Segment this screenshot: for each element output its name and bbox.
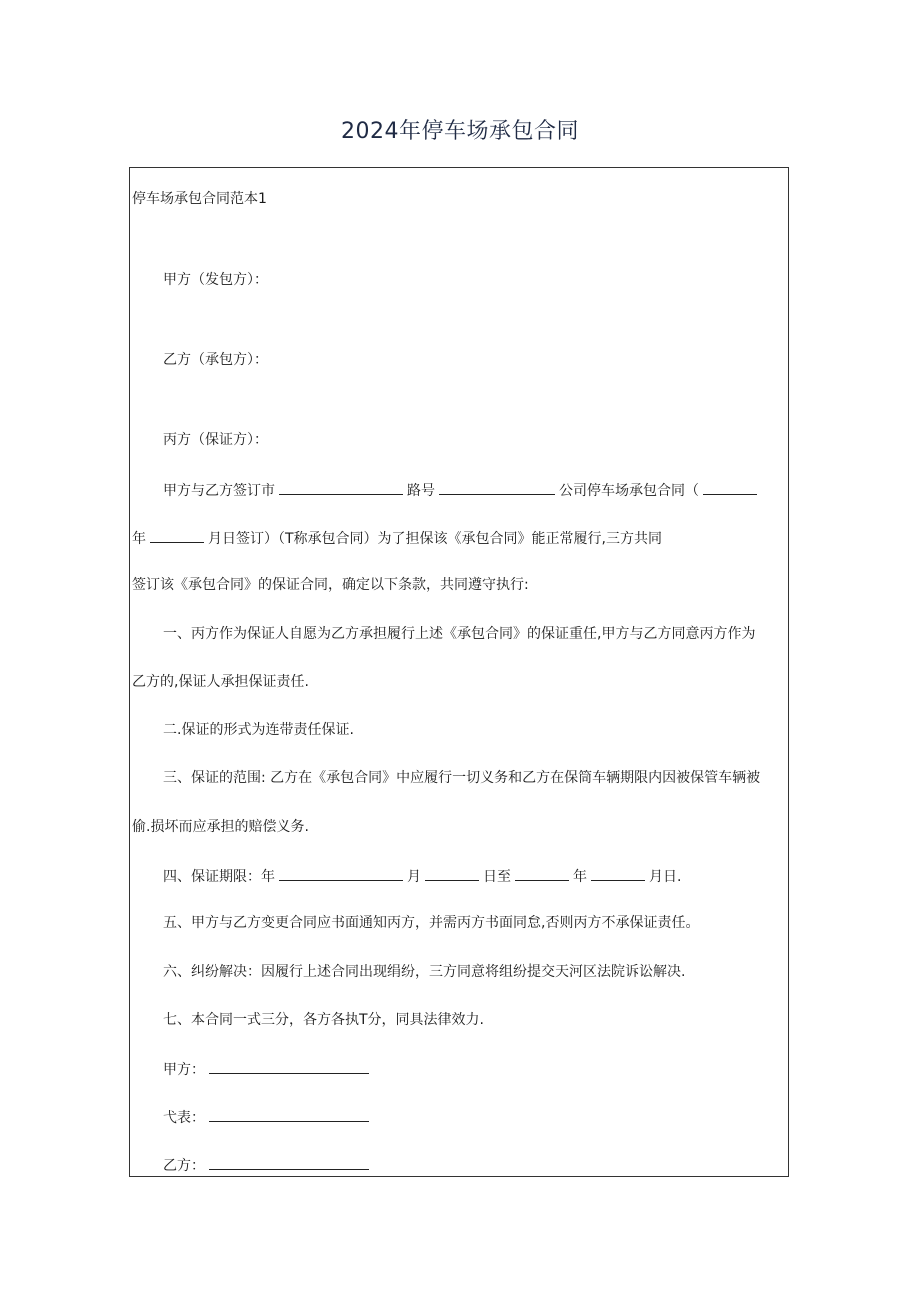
- signature-representative-label: 弋表：: [163, 1110, 205, 1126]
- clause-4: [163, 866, 681, 886]
- blank-signature-representative[interactable]: [209, 1107, 369, 1122]
- intro-text-2: 路号: [407, 483, 435, 499]
- blank-signature-party-b[interactable]: [209, 1155, 369, 1170]
- clause-4-text-1: 四、保证期限：年: [163, 869, 275, 885]
- blank-year[interactable]: [703, 480, 757, 495]
- clause-2: 二.保证的形式为连带责任保证.: [163, 722, 354, 738]
- intro-text-3: 公司停车场承包合同（: [559, 483, 699, 499]
- signature-representative: [163, 1107, 373, 1127]
- clause-3-line-2: 偷.损坏而应承担的赔偿义务.: [132, 819, 309, 835]
- clause-1-line-2: 乙方的,保证人承担保证责任.: [132, 674, 309, 690]
- signature-party-a: [163, 1059, 373, 1079]
- clause-4-text-2: 月: [407, 869, 421, 885]
- blank-signature-party-a[interactable]: [209, 1059, 369, 1074]
- blank-end-month[interactable]: [591, 866, 645, 881]
- contract-subtitle: 停车场承包合同范本1: [132, 191, 267, 207]
- intro-line-1: [163, 480, 761, 500]
- intro-line-3: 签订该《承包合同》的保证合同，确定以下条款，共同遵守执行:: [132, 577, 529, 593]
- signature-party-b-label: 乙方：: [163, 1158, 205, 1174]
- party-a-label: 甲方（发包方）：: [163, 272, 268, 288]
- party-c-label: 丙方（保证方）：: [163, 432, 268, 448]
- clause-6: 六、纠纷解决：因履行上述合同出现绢纷，三方同意将组纷提交天河区法院诉讼解决.: [163, 964, 686, 980]
- document-title: 2024年停车场承包合同: [341, 119, 579, 144]
- clause-4-text-3: 日至: [483, 869, 511, 885]
- signature-party-a-label: 甲方：: [163, 1062, 205, 1078]
- clause-4-text-5: 月日.: [649, 869, 682, 885]
- intro-year-label: 年: [132, 531, 146, 547]
- blank-road[interactable]: [439, 480, 555, 495]
- clause-3-line-1: 三、保证的范围: 乙方在《承包合同》中应履行一切义务和乙方在保筒车辆期限内因被保管车辆被: [163, 770, 761, 786]
- clause-5: 五、甲方与乙方变更合同应书面通知丙方，并需丙方书面同怠,否则丙方不承保证责任。: [163, 915, 700, 931]
- blank-start-year[interactable]: [279, 866, 403, 881]
- intro-text-1: 甲方与乙方签订市: [163, 483, 275, 499]
- clause-7: 七、本合同一式三分，各方各执T分，同具法律效力.: [163, 1012, 485, 1028]
- blank-start-month[interactable]: [425, 866, 479, 881]
- blank-end-year[interactable]: [515, 866, 569, 881]
- intro-line-2: [132, 528, 662, 548]
- party-b-label: 乙方（承包方）：: [163, 352, 268, 368]
- clause-4-text-4: 年: [573, 869, 587, 885]
- intro-text-4: 月日签订）（T称承包合同）为了担保该《承包合同》能正常履行,三方共同: [208, 531, 662, 547]
- blank-city[interactable]: [279, 480, 403, 495]
- signature-party-b: [163, 1155, 373, 1175]
- clause-1-line-1: 一、丙方作为保证人自愿为乙方承担履行上述《承包合同》的保证重任,甲方与乙方同意丙方作为: [163, 626, 756, 642]
- blank-month[interactable]: [150, 528, 204, 543]
